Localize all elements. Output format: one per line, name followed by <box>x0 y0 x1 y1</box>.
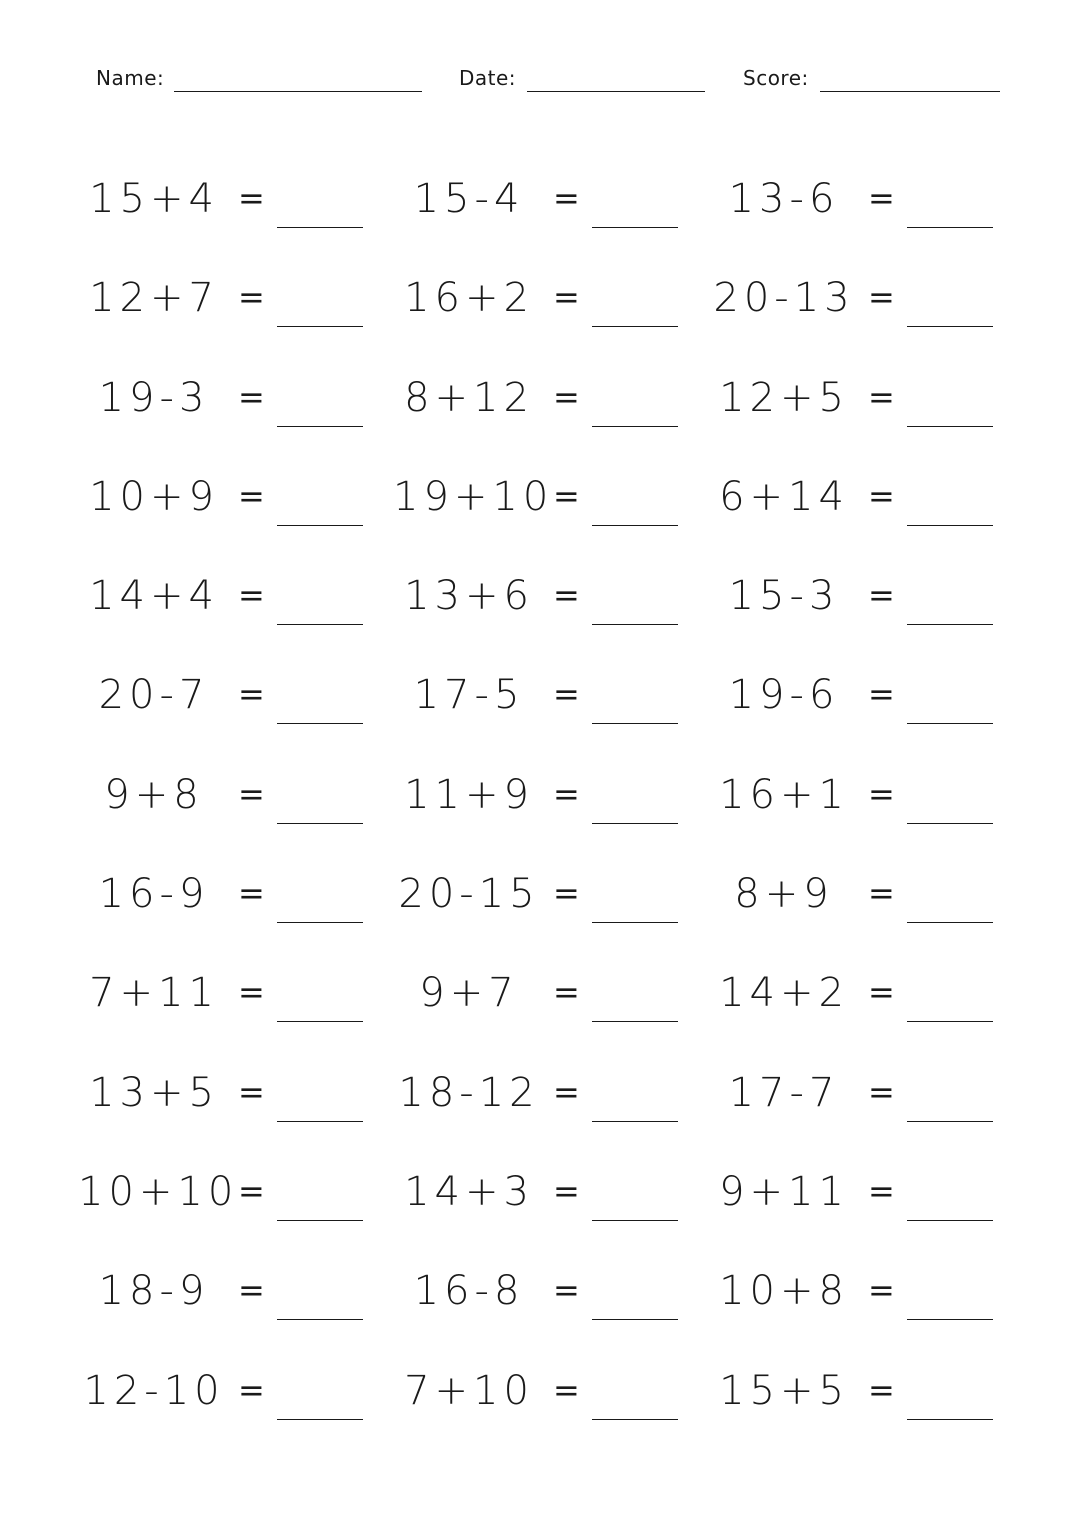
name-line[interactable] <box>174 91 422 92</box>
score-field[interactable] <box>743 62 1001 94</box>
equals-sign: = <box>238 675 265 714</box>
problem-expression: 12+7 <box>89 275 219 322</box>
answer-blank[interactable] <box>592 1319 678 1320</box>
worksheet-header <box>96 62 1000 94</box>
answer-blank[interactable] <box>592 326 678 327</box>
answer-blank[interactable] <box>277 1319 363 1320</box>
equals-sign: = <box>238 377 265 416</box>
problem-row <box>78 452 1008 551</box>
equals-sign: = <box>868 774 895 813</box>
answer-blank[interactable] <box>907 1121 993 1122</box>
problem-item <box>78 253 388 352</box>
problem-expression: 15-3 <box>728 573 840 620</box>
problem-row <box>78 154 1008 253</box>
problem-item <box>78 1048 388 1147</box>
problem-item <box>708 353 1018 452</box>
problem-expression: 15+5 <box>719 1367 849 1414</box>
answer-blank[interactable] <box>277 1121 363 1122</box>
problem-expression: 8+9 <box>734 871 834 918</box>
answer-blank[interactable] <box>592 1021 678 1022</box>
answer-blank[interactable] <box>907 1021 993 1022</box>
problem-item <box>708 452 1018 551</box>
answer-blank[interactable] <box>907 227 993 228</box>
problem-item <box>708 948 1018 1047</box>
problem-item <box>708 1246 1018 1345</box>
equals-sign: = <box>553 774 580 813</box>
equals-sign: = <box>868 476 895 515</box>
problem-item <box>78 452 388 551</box>
problem-item <box>708 849 1018 948</box>
problem-row <box>78 353 1008 452</box>
problem-item <box>708 551 1018 650</box>
equals-sign: = <box>553 278 580 317</box>
equals-sign: = <box>238 774 265 813</box>
problem-row <box>78 849 1008 948</box>
answer-blank[interactable] <box>907 1419 993 1420</box>
answer-blank[interactable] <box>277 426 363 427</box>
problem-expression: 15-4 <box>413 176 525 222</box>
problem-expression: 18-9 <box>98 1268 210 1315</box>
equals-sign: = <box>553 675 580 714</box>
equals-sign: = <box>238 1171 265 1210</box>
answer-blank[interactable] <box>592 1419 678 1420</box>
problem-row <box>78 1246 1008 1345</box>
equals-sign: = <box>868 675 895 714</box>
answer-blank[interactable] <box>907 326 993 327</box>
problem-expression: 15+4 <box>89 176 219 222</box>
name-label: Name: <box>96 66 165 90</box>
answer-blank[interactable] <box>907 922 993 923</box>
equals-sign: = <box>553 1370 580 1409</box>
problem-row <box>78 650 1008 749</box>
problem-item <box>78 750 388 849</box>
answer-blank[interactable] <box>277 525 363 526</box>
problem-item <box>708 650 1018 749</box>
problem-expression: 16+2 <box>404 275 534 322</box>
answer-blank[interactable] <box>907 525 993 526</box>
equals-sign: = <box>868 973 895 1012</box>
problem-row <box>78 253 1008 352</box>
equals-sign: = <box>238 874 265 913</box>
problem-expression: 17-7 <box>728 1069 840 1116</box>
date-line[interactable] <box>527 91 705 92</box>
date-field[interactable] <box>459 62 707 94</box>
equals-sign: = <box>553 973 580 1012</box>
problem-expression: 19+10 <box>393 473 554 520</box>
answer-blank[interactable] <box>592 823 678 824</box>
problem-item <box>78 551 388 650</box>
problem-item <box>708 1048 1018 1147</box>
equals-sign: = <box>868 1271 895 1310</box>
answer-blank[interactable] <box>592 426 678 427</box>
equals-sign: = <box>553 1271 580 1310</box>
answer-blank[interactable] <box>907 624 993 625</box>
answer-blank[interactable] <box>907 426 993 427</box>
equals-sign: = <box>238 1072 265 1111</box>
answer-blank[interactable] <box>907 1220 993 1221</box>
problem-row <box>78 1147 1008 1246</box>
answer-blank[interactable] <box>592 922 678 923</box>
answer-blank[interactable] <box>592 525 678 526</box>
problem-item <box>78 1346 388 1445</box>
problem-expression: 14+2 <box>719 970 849 1017</box>
problem-item <box>393 849 703 948</box>
problem-item <box>393 948 703 1047</box>
problem-row <box>78 1346 1008 1445</box>
equals-sign: = <box>238 476 265 515</box>
problem-expression: 10+8 <box>719 1268 849 1315</box>
problem-row <box>78 1048 1008 1147</box>
answer-blank[interactable] <box>592 227 678 228</box>
problem-expression: 17-5 <box>413 672 525 719</box>
problem-item <box>393 154 703 253</box>
equals-sign: = <box>238 278 265 317</box>
problem-item <box>708 1147 1018 1246</box>
score-line[interactable] <box>820 91 1000 92</box>
answer-blank[interactable] <box>592 1121 678 1122</box>
answer-blank[interactable] <box>592 1220 678 1221</box>
problem-row <box>78 551 1008 650</box>
equals-sign: = <box>553 377 580 416</box>
problem-expression: 8+12 <box>404 374 534 421</box>
problem-expression: 19-6 <box>728 672 840 719</box>
problem-expression: 9+8 <box>104 771 204 818</box>
equals-sign: = <box>238 1271 265 1310</box>
problem-expression: 16-8 <box>413 1268 525 1315</box>
problem-item <box>708 253 1018 352</box>
answer-blank[interactable] <box>277 1220 363 1221</box>
problem-item <box>708 154 1018 253</box>
equals-sign: = <box>238 973 265 1012</box>
problem-expression: 12+5 <box>719 374 849 421</box>
answer-blank[interactable] <box>907 823 993 824</box>
answer-blank[interactable] <box>277 227 363 228</box>
equals-sign: = <box>868 278 895 317</box>
equals-sign: = <box>868 1171 895 1210</box>
equals-sign: = <box>553 1072 580 1111</box>
problem-item <box>393 353 703 452</box>
problem-expression: 19-3 <box>98 374 210 421</box>
equals-sign: = <box>868 377 895 416</box>
equals-sign: = <box>868 1370 895 1409</box>
problem-expression: 16-9 <box>98 871 210 918</box>
name-field[interactable] <box>96 62 424 94</box>
problem-expression: 16+1 <box>719 771 849 818</box>
problem-item <box>708 1346 1018 1445</box>
problem-item <box>393 1147 703 1246</box>
equals-sign: = <box>868 179 895 217</box>
answer-blank[interactable] <box>907 1319 993 1320</box>
answer-blank[interactable] <box>592 624 678 625</box>
problem-item <box>393 750 703 849</box>
problem-expression: 11+9 <box>404 771 534 818</box>
problem-item <box>78 1246 388 1345</box>
equals-sign: = <box>868 1072 895 1111</box>
equals-sign: = <box>238 179 265 217</box>
equals-sign: = <box>238 576 265 615</box>
problem-item <box>78 353 388 452</box>
problem-expression: 10+9 <box>89 473 219 520</box>
problem-item <box>393 650 703 749</box>
equals-sign: = <box>553 874 580 913</box>
problem-expression: 20-7 <box>98 672 210 719</box>
problem-expression: 9+11 <box>719 1168 849 1215</box>
problem-expression: 20-13 <box>713 275 855 322</box>
equals-sign: = <box>553 576 580 615</box>
problem-item <box>393 1246 703 1345</box>
problem-expression: 7+11 <box>89 970 219 1017</box>
problem-item <box>393 452 703 551</box>
problem-expression: 13+6 <box>404 573 534 620</box>
equals-sign: = <box>868 576 895 615</box>
problem-expression: 18-12 <box>398 1069 540 1116</box>
problem-expression: 7+10 <box>404 1367 534 1414</box>
problem-item <box>393 551 703 650</box>
problem-item <box>393 1048 703 1147</box>
problem-expression: 12-10 <box>83 1367 225 1414</box>
answer-blank[interactable] <box>277 1021 363 1022</box>
problem-expression: 14+3 <box>404 1168 534 1215</box>
answer-blank[interactable] <box>277 326 363 327</box>
date-label: Date: <box>459 66 517 90</box>
answer-blank[interactable] <box>277 723 363 724</box>
equals-sign: = <box>553 476 580 515</box>
problem-item <box>393 1346 703 1445</box>
answer-blank[interactable] <box>277 624 363 625</box>
problem-expression: 13+5 <box>89 1069 219 1116</box>
problem-item <box>78 1147 388 1246</box>
problem-item <box>708 750 1018 849</box>
problem-item <box>78 650 388 749</box>
equals-sign: = <box>553 1171 580 1210</box>
score-label: Score: <box>743 66 809 90</box>
problem-grid <box>78 154 1008 1445</box>
equals-sign: = <box>238 1370 265 1409</box>
problem-expression: 20-15 <box>398 871 540 918</box>
answer-blank[interactable] <box>592 723 678 724</box>
problem-item <box>78 849 388 948</box>
problem-item <box>78 154 388 253</box>
problem-expression: 9+7 <box>419 970 519 1017</box>
answer-blank[interactable] <box>277 922 363 923</box>
answer-blank[interactable] <box>907 723 993 724</box>
answer-blank[interactable] <box>277 1419 363 1420</box>
equals-sign: = <box>868 874 895 913</box>
problem-expression: 6+14 <box>719 473 849 520</box>
problem-item <box>78 948 388 1047</box>
problem-row <box>78 948 1008 1047</box>
answer-blank[interactable] <box>277 823 363 824</box>
problem-item <box>393 253 703 352</box>
problem-row <box>78 750 1008 849</box>
problem-expression: 14+4 <box>89 573 219 620</box>
problem-expression: 10+10 <box>78 1168 239 1215</box>
problem-expression: 13-6 <box>728 176 840 222</box>
equals-sign: = <box>553 179 580 217</box>
